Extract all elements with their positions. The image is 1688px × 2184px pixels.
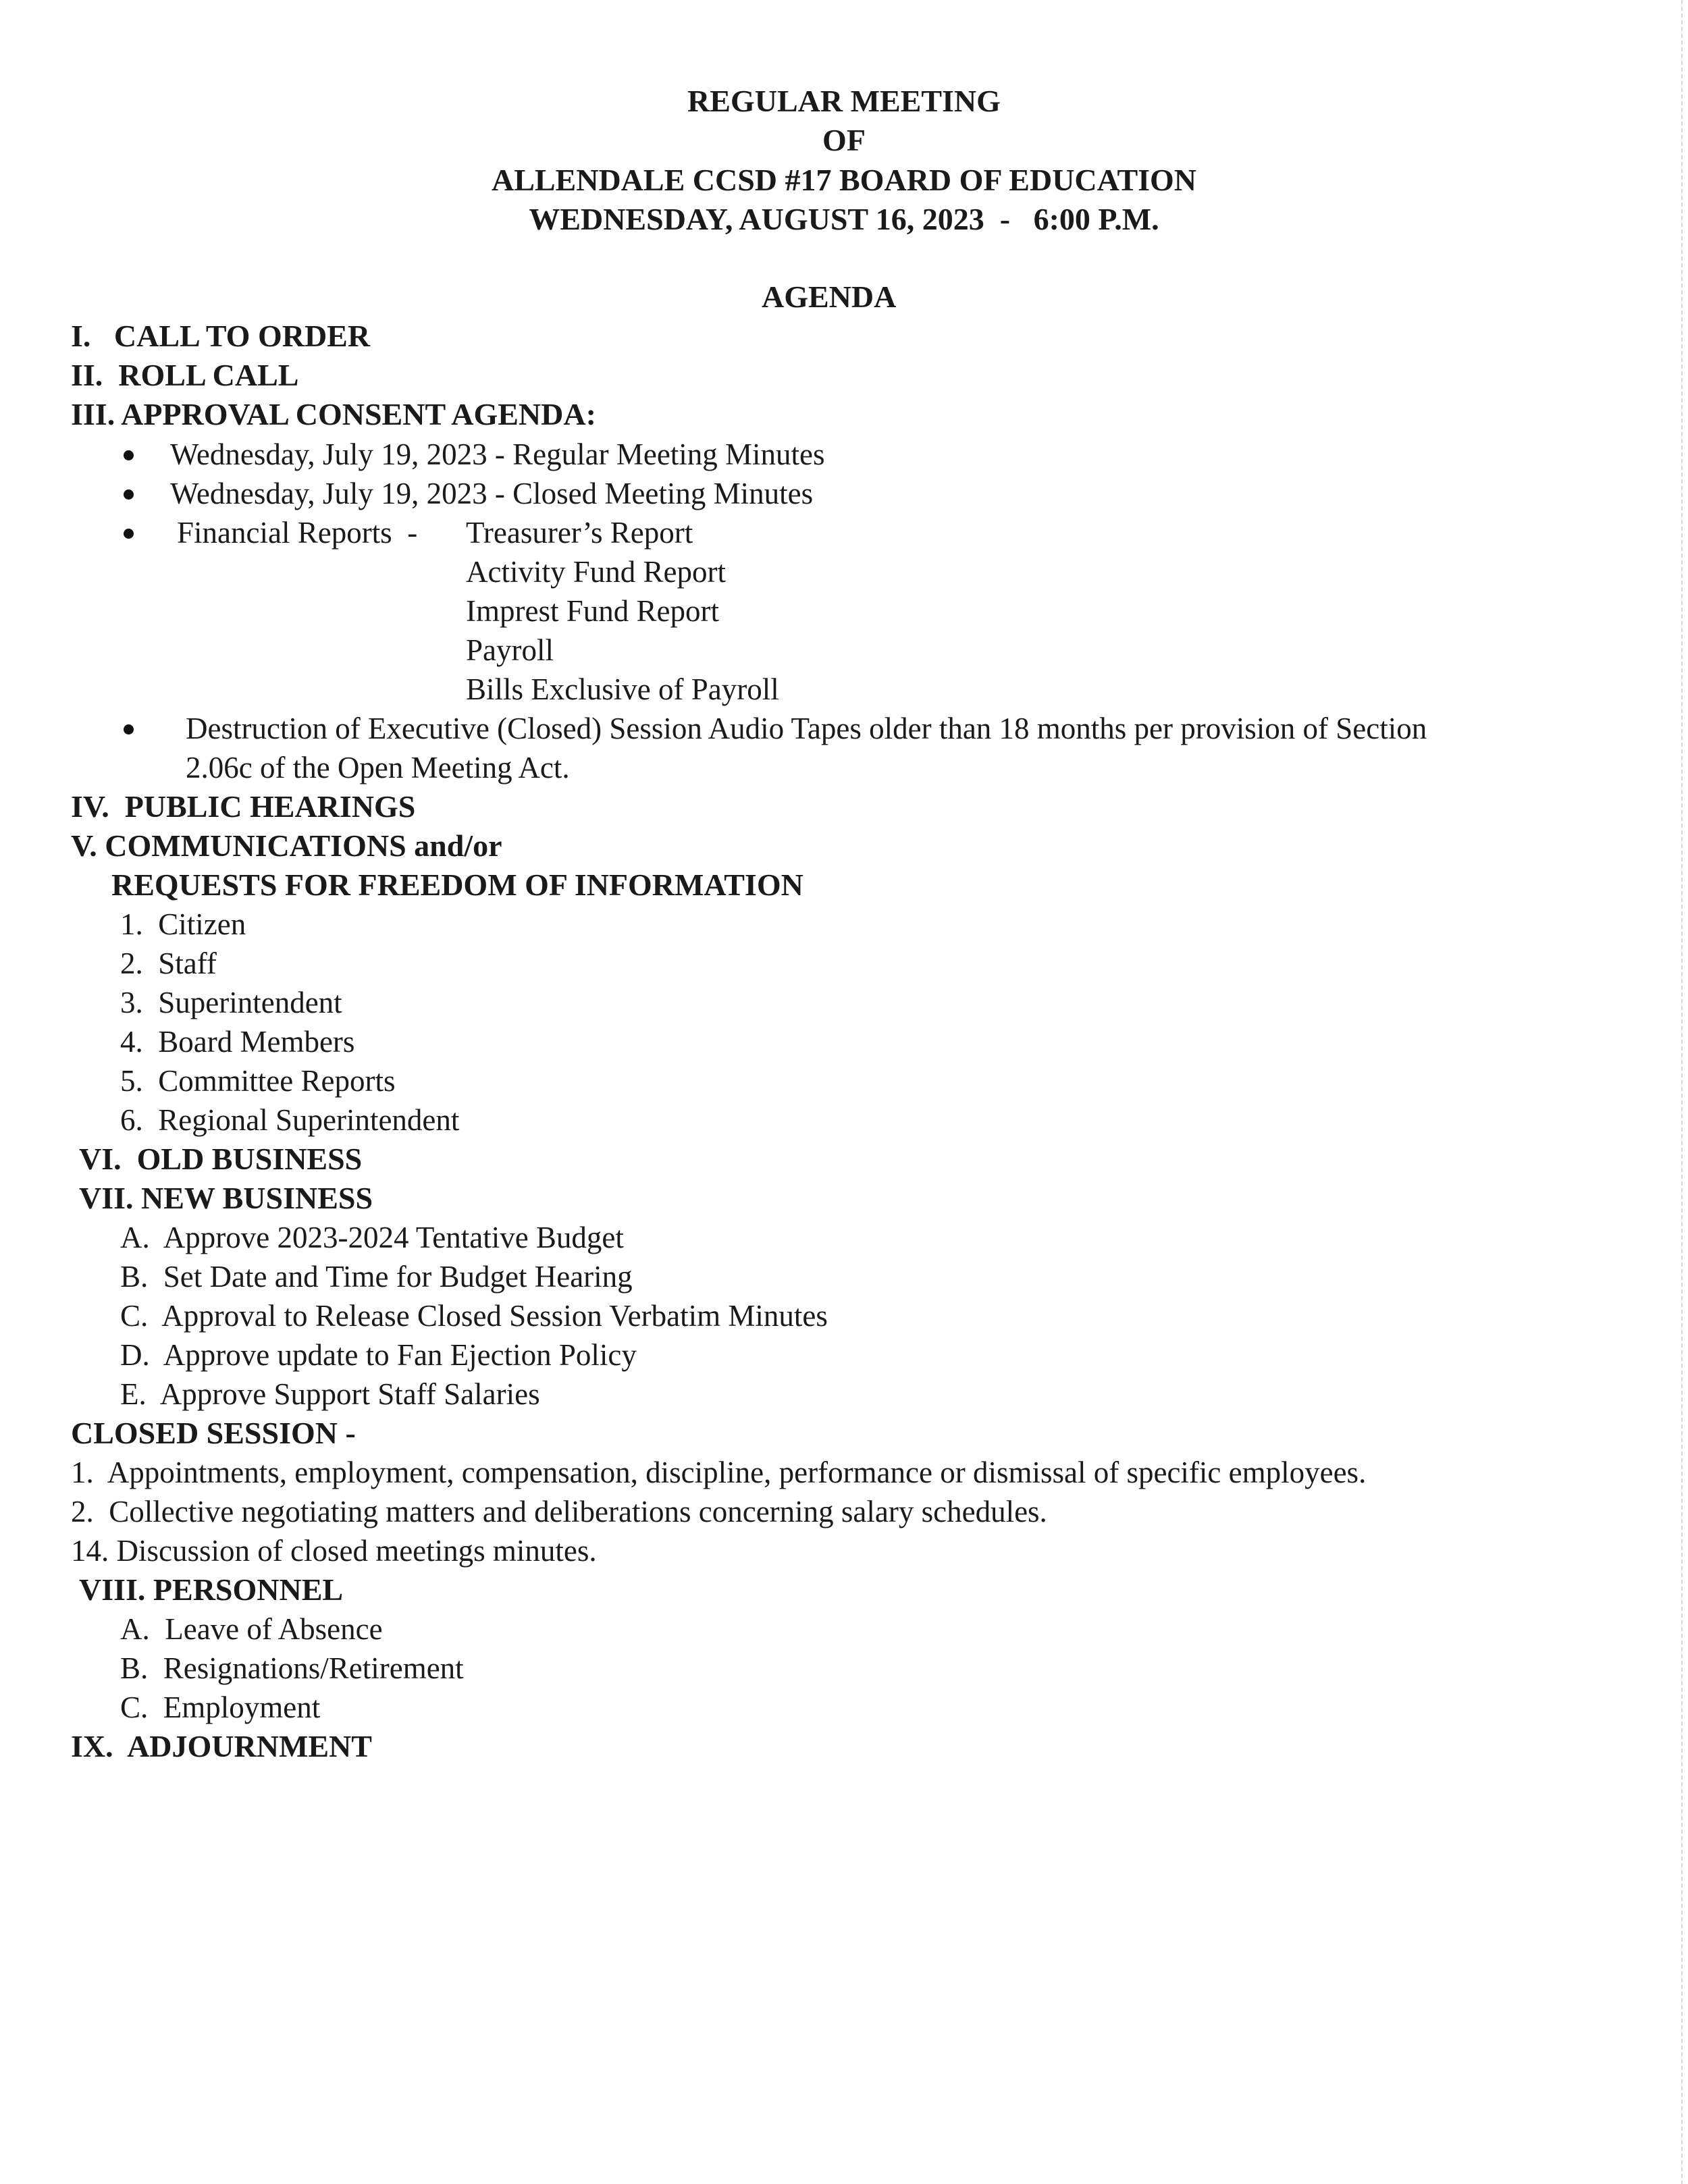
bullet-icon	[124, 529, 134, 539]
header-line-2: OF	[822, 123, 866, 157]
communication-item: 4. Board Members	[120, 1025, 355, 1059]
bullet-icon	[124, 724, 134, 735]
section-roll-call: II. ROLL CALL	[71, 358, 299, 392]
financial-report-item: Imprest Fund Report	[466, 594, 719, 628]
communication-item: 3. Superintendent	[120, 986, 342, 1019]
consent-item-regular-minutes: Wednesday, July 19, 2023 - Regular Meeting Minutes	[170, 437, 825, 471]
closed-session-item: 14. Discussion of closed meetings minutes.	[71, 1534, 597, 1568]
section-old-business: VI. OLD BUSINESS	[79, 1142, 363, 1176]
new-business-item: C. Approval to Release Closed Session Verbatim Minutes	[120, 1299, 828, 1333]
header-line-1: REGULAR MEETING	[687, 84, 1001, 118]
header-org: ALLENDALE CCSD #17 BOARD OF EDUCATION	[491, 163, 1197, 197]
header-date-time: WEDNESDAY, AUGUST 16, 2023 - 6:00 P.M.	[529, 202, 1159, 236]
closed-session-item: 1. Appointments, employment, compensation, discipline, performance or dismissal of specific employees.	[71, 1456, 1367, 1489]
new-business-item: A. Approve 2023-2024 Tentative Budget	[120, 1221, 624, 1254]
personnel-item: A. Leave of Absence	[120, 1612, 383, 1646]
consent-item-financial-label: Financial Reports -	[177, 516, 418, 550]
communication-item: 1. Citizen	[120, 907, 246, 941]
consent-item-destruction-line1: Destruction of Executive (Closed) Session Audio Tapes older than 18 months per provision of Section	[186, 712, 1427, 745]
closed-session-item: 2. Collective negotiating matters and deliberations concerning salary schedules.	[71, 1495, 1047, 1528]
new-business-item: D. Approve update to Fan Ejection Policy	[120, 1338, 637, 1372]
section-closed-session: CLOSED SESSION -	[71, 1416, 356, 1450]
section-consent-agenda: III. APPROVAL CONSENT AGENDA:	[71, 397, 596, 431]
section-communications: V. COMMUNICATIONS and/or	[71, 828, 502, 863]
section-personnel: VIII. PERSONNEL	[79, 1572, 344, 1607]
financial-report-item: Activity Fund Report	[466, 555, 726, 589]
personnel-item: C. Employment	[120, 1690, 321, 1724]
section-call-to-order: I. CALL TO ORDER	[71, 319, 371, 353]
personnel-item: B. Resignations/Retirement	[120, 1651, 464, 1685]
consent-item-closed-minutes: Wednesday, July 19, 2023 - Closed Meeting Minutes	[170, 477, 814, 510]
financial-report-item: Payroll	[466, 633, 554, 667]
agenda-title: AGENDA	[762, 279, 897, 314]
bullet-icon	[124, 450, 134, 460]
communication-item: 2. Staff	[120, 947, 217, 980]
communication-item: 5. Committee Reports	[120, 1064, 396, 1098]
scan-edge	[1681, 0, 1683, 2184]
financial-report-item: Treasurer’s Report	[466, 516, 693, 550]
consent-item-destruction-line2: 2.06c of the Open Meeting Act.	[186, 751, 570, 784]
section-new-business: VII. NEW BUSINESS	[79, 1181, 373, 1215]
section-communications-foi: REQUESTS FOR FREEDOM OF INFORMATION	[111, 868, 803, 902]
bullet-icon	[124, 489, 134, 500]
financial-report-item: Bills Exclusive of Payroll	[466, 672, 779, 706]
new-business-item: B. Set Date and Time for Budget Hearing	[120, 1260, 633, 1294]
section-public-hearings: IV. PUBLIC HEARINGS	[71, 789, 416, 824]
new-business-item: E. Approve Support Staff Salaries	[120, 1377, 540, 1411]
section-adjournment: IX. ADJOURNMENT	[71, 1729, 372, 1763]
communication-item: 6. Regional Superintendent	[120, 1103, 460, 1137]
